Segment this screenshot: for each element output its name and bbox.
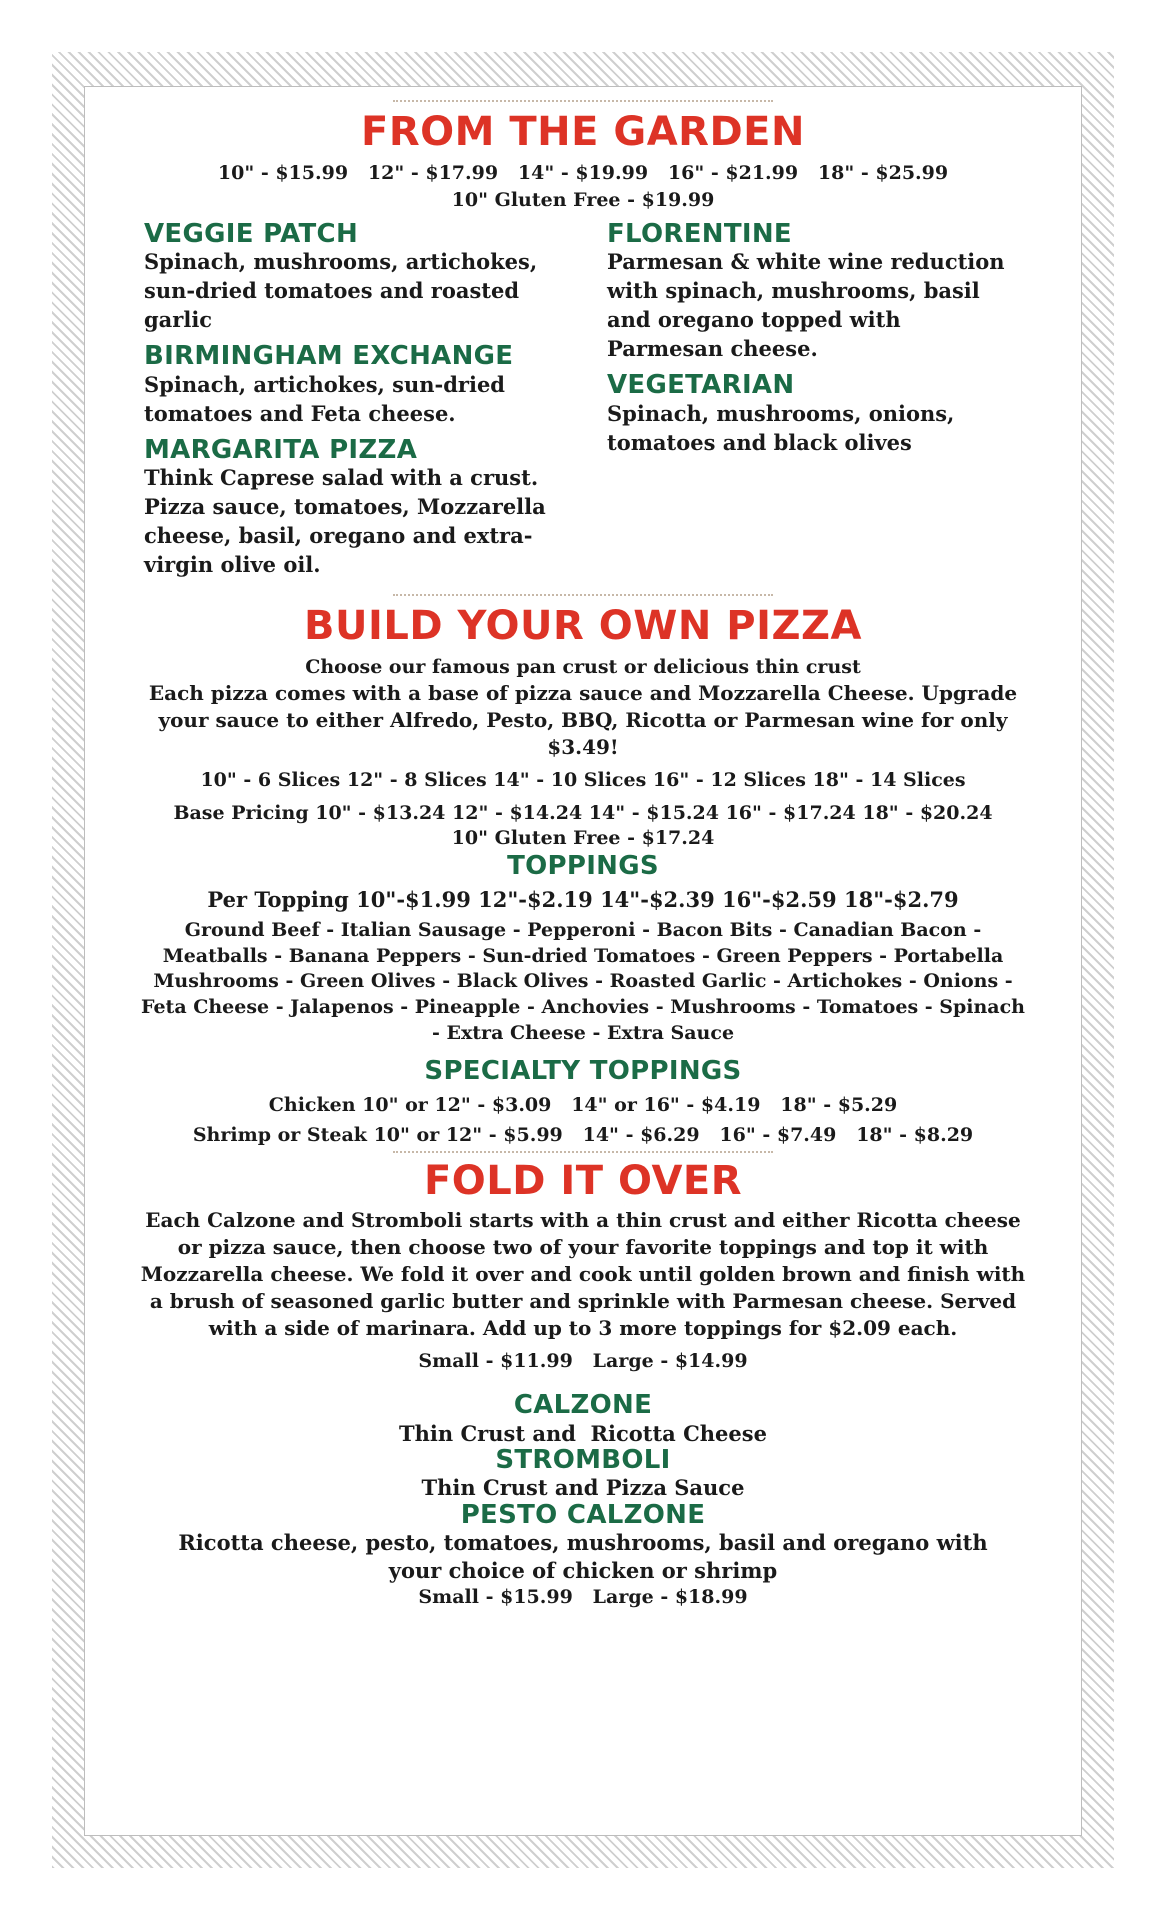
build-title: BUILD YOUR OWN PIZZA — [304, 602, 862, 649]
garden-prices: 10" - $15.99 12" - $17.99 14" - $19.99 16" - $21.99 18" - $25.99 — [217, 162, 949, 184]
menu-item — [144, 434, 559, 580]
fold-desc: Each Calzone and Stromboli starts with a thin crust and either Ricotta cheese or pizza sauce, then choose two of your favorite toppings and top it with Mozzarella cheese. We fold it over and cook until golden brown and finish with a brush of seasoned garlic butter and sprinkle with Parmesan cheese. Served with a side of marinara. Add up to 3 more toppings for $2.09 each. — [140, 1207, 1026, 1340]
build-base-info: Each pizza comes with a base of pizza sauce and Mozzarella Cheese. Upgrade your sauce to either Alfredo, Pesto, BBQ, Ricotta or Parmesan wine for only $3.49! — [148, 681, 1018, 760]
calzone-title: CALZONE — [513, 1390, 653, 1421]
stromboli-desc: Thin Crust and Pizza Sauce — [421, 1475, 745, 1501]
item-name: BIRMINGHAM EXCHANGE — [144, 341, 514, 372]
pesto-calzone-title: PESTO CALZONE — [460, 1499, 706, 1530]
menu-item — [607, 372, 1022, 457]
stromboli-title: STROMBOLI — [495, 1444, 671, 1475]
item-name: MARGARITA PIZZA — [144, 434, 418, 465]
item-desc: Parmesan & white wine reduction with spinach, mushrooms, basil and oregano topped with Parmesan cheese. — [607, 249, 1005, 362]
build-base-pricing: Base Pricing 10" - $13.24 12" - $14.24 14" - $15.24 16" - $17.24 18" - $20.24 — [173, 801, 993, 824]
item-name: VEGETARIAN — [607, 370, 795, 401]
fold-title: FOLD IT OVER — [423, 1157, 743, 1204]
item-desc: Spinach, mushrooms, artichokes, sun-dried tomatoes and roasted garlic — [144, 249, 538, 333]
menu-content — [84, 86, 1082, 1608]
build-slices: 10" - 6 Slices 12" - 8 Slices 14" - 10 Slices 16" - 12 Slices 18" - 14 Slices — [200, 769, 966, 792]
garden-gluten-free: 10" Gluten Free - $19.99 — [451, 188, 715, 211]
garden-right-column — [607, 221, 1022, 588]
chicken-prices: Chicken 10" or 12" - $3.09 14" or 16" - $4.19 18" - $5.29 — [268, 1093, 898, 1116]
toppings-title: TOPPINGS — [507, 851, 659, 882]
pesto-calzone-prices: Small - $15.99 Large - $18.99 — [418, 1585, 748, 1608]
item-name: FLORENTINE — [607, 219, 792, 250]
item-desc: Spinach, mushrooms, onions, tomatoes and black olives — [607, 400, 955, 455]
item-name: VEGGIE PATCH — [144, 219, 358, 250]
item-desc: Think Caprese salad with a crust. Pizza sauce, tomatoes, Mozzarella cheese, basil, oregano and extra-virgin olive oil. — [144, 464, 546, 577]
calzone-desc: Thin Crust and Ricotta Cheese — [399, 1420, 767, 1446]
menu-item — [607, 221, 1022, 364]
garden-title: FROM THE GARDEN — [361, 109, 805, 155]
build-gluten-free: 10" Gluten Free - $17.24 — [451, 826, 715, 849]
garden-columns — [84, 221, 1082, 588]
pesto-calzone-desc: Ricotta cheese, pesto, tomatoes, mushrooms, basil and oregano with your choice of chicken or shrimp — [178, 1529, 988, 1584]
toppings-list: Ground Beef - Italian Sausage - Pepperoni - Bacon Bits - Canadian Bacon - Meatballs - Banana Peppers - Sun-dried Tomatoes - Green Peppers - Portabella Mushrooms - Green Olives - Black Olives - Roasted Garlic - Artichokes - Onions - Feta Cheese - Jalapenos - Pineapple - Anchovies - Mushrooms - Tomatoes - Spinach - Extra Cheese - Extra Sauce — [141, 919, 1025, 1044]
dotted-divider — [393, 100, 773, 102]
dotted-divider — [393, 594, 773, 596]
menu-item — [144, 221, 559, 335]
menu-item — [144, 343, 559, 428]
per-topping-prices: Per Topping 10"-$1.99 12"-$2.19 14"-$2.39 16"-$2.59 18"-$2.79 — [207, 886, 959, 912]
dotted-divider — [393, 1151, 773, 1153]
fold-prices: Small - $11.99 Large - $14.99 — [418, 1349, 748, 1372]
build-crust: Choose our famous pan crust or delicious thin crust — [305, 655, 861, 678]
shrimp-steak-prices: Shrimp or Steak 10" or 12" - $5.99 14" - $6.29 16" - $7.49 18" - $8.29 — [192, 1124, 974, 1147]
specialty-toppings-title: SPECIALTY TOPPINGS — [424, 1056, 742, 1087]
garden-left-column — [144, 221, 559, 588]
item-desc: Spinach, artichokes, sun-dried tomatoes and Feta cheese. — [144, 371, 505, 426]
